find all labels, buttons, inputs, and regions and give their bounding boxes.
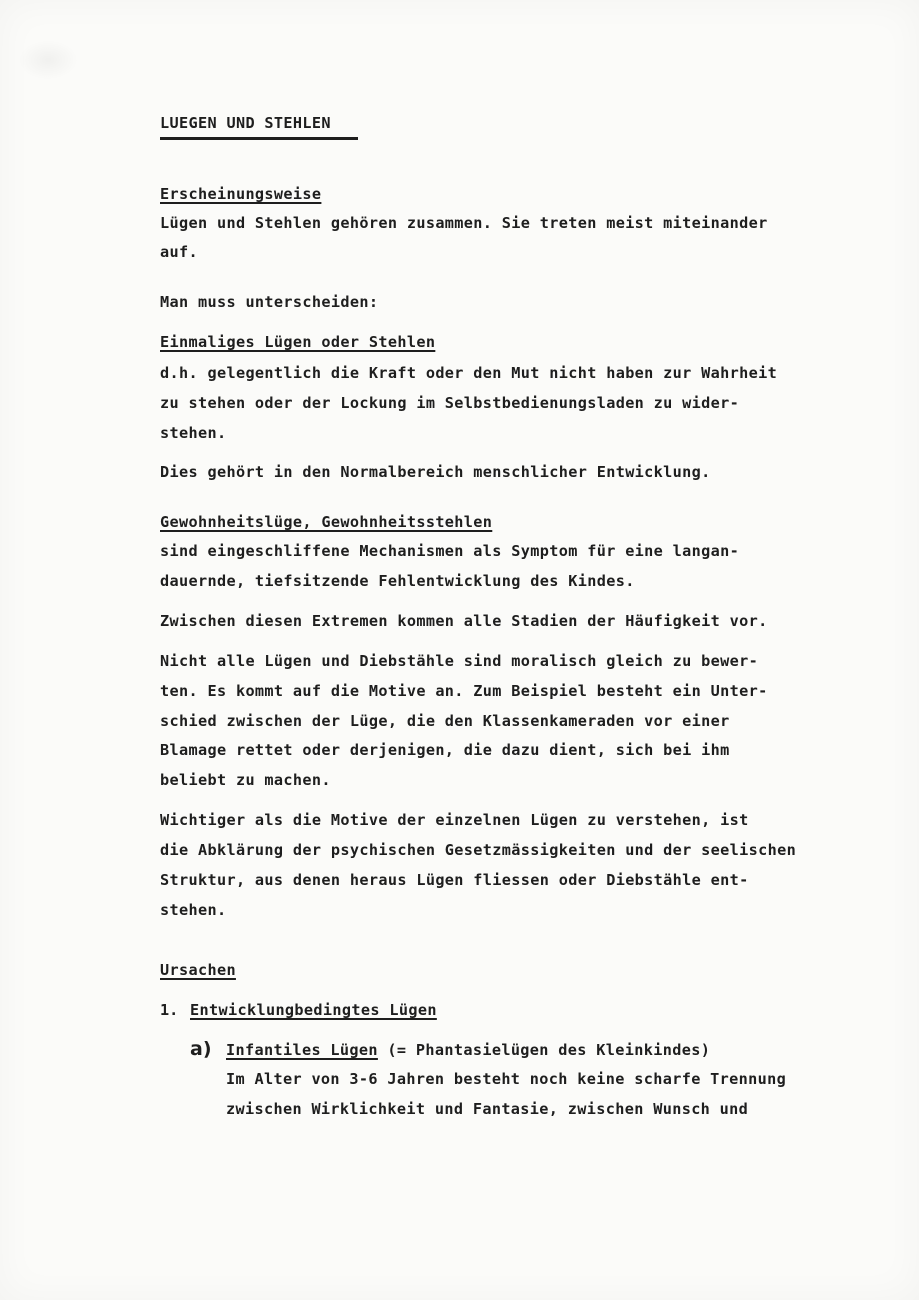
paragraph-line: Wichtiger als die Motive der einzelnen Lügen zu verstehen, ist (160, 811, 749, 829)
paragraph-line: dauernde, tiefsitzende Fehlentwicklung des Kindes. (160, 572, 635, 590)
sublist-letter: a) (190, 1038, 212, 1060)
document-title: LUEGEN UND STEHLEN (160, 114, 331, 132)
sublist-heading-line (226, 1040, 710, 1060)
paragraph-line: auf. (160, 243, 198, 261)
subheading-einmaliges-luegen: Einmaliges Lügen oder Stehlen (160, 333, 436, 351)
paragraph-line: sind eingeschliffene Mechanismen als Symptom für eine langan- (160, 542, 740, 560)
paragraph-line: Struktur, aus denen heraus Lügen fliessen oder Diebstähle ent- (160, 871, 749, 889)
paragraph-line: Blamage rettet oder derjenigen, die dazu dient, sich bei ihm (160, 741, 730, 759)
paper-crease (18, 40, 78, 80)
section-heading-ursachen: Ursachen (160, 961, 236, 979)
paragraph-line: zwischen Wirklichkeit und Fantasie, zwischen Wunsch und (226, 1100, 749, 1118)
paragraph-line: stehen. (160, 424, 227, 442)
paragraph-line: Lügen und Stehlen gehören zusammen. Sie treten meist miteinander (160, 214, 768, 232)
paragraph-line: Im Alter von 3-6 Jahren besteht noch keine scharfe Trennung (226, 1070, 787, 1088)
paragraph-line: stehen. (160, 901, 227, 919)
paragraph-line: die Abklärung der psychischen Gesetzmässigkeiten und der seelischen (160, 841, 797, 859)
subheading-gewohnheitsluege: Gewohnheitslüge, Gewohnheitsstehlen (160, 513, 493, 531)
paragraph-line: Zwischen diesen Extremen kommen alle Stadien der Häufigkeit vor. (160, 612, 768, 630)
paragraph-line: beliebt zu machen. (160, 771, 331, 789)
sublist-note: (= Phantasielügen des Kleinkindes) (377, 1041, 711, 1059)
list-item-heading: Entwicklungbedingtes Lügen (190, 1001, 437, 1019)
sublist-heading: Infantiles Lügen (226, 1041, 378, 1059)
paragraph-line: schied zwischen der Lüge, die den Klassenkameraden vor einer (160, 712, 730, 730)
section-heading-erscheinungsweise: Erscheinungsweise (160, 185, 322, 203)
paragraph-line: d.h. gelegentlich die Kraft oder den Mut nicht haben zur Wahrheit (160, 364, 778, 382)
title-underline (160, 137, 358, 140)
paragraph-line: Man muss unterscheiden: (160, 293, 379, 311)
list-number: 1. (160, 1001, 179, 1019)
paragraph-line: Dies gehört in den Normalbereich menschlicher Entwicklung. (160, 463, 711, 481)
paragraph-line: Nicht alle Lügen und Diebstähle sind moralisch gleich zu bewer- (160, 652, 759, 670)
paragraph-line: zu stehen oder der Lockung im Selbstbedienungsladen zu wider- (160, 394, 740, 412)
paragraph-line: ten. Es kommt auf die Motive an. Zum Beispiel besteht ein Unter- (160, 682, 768, 700)
